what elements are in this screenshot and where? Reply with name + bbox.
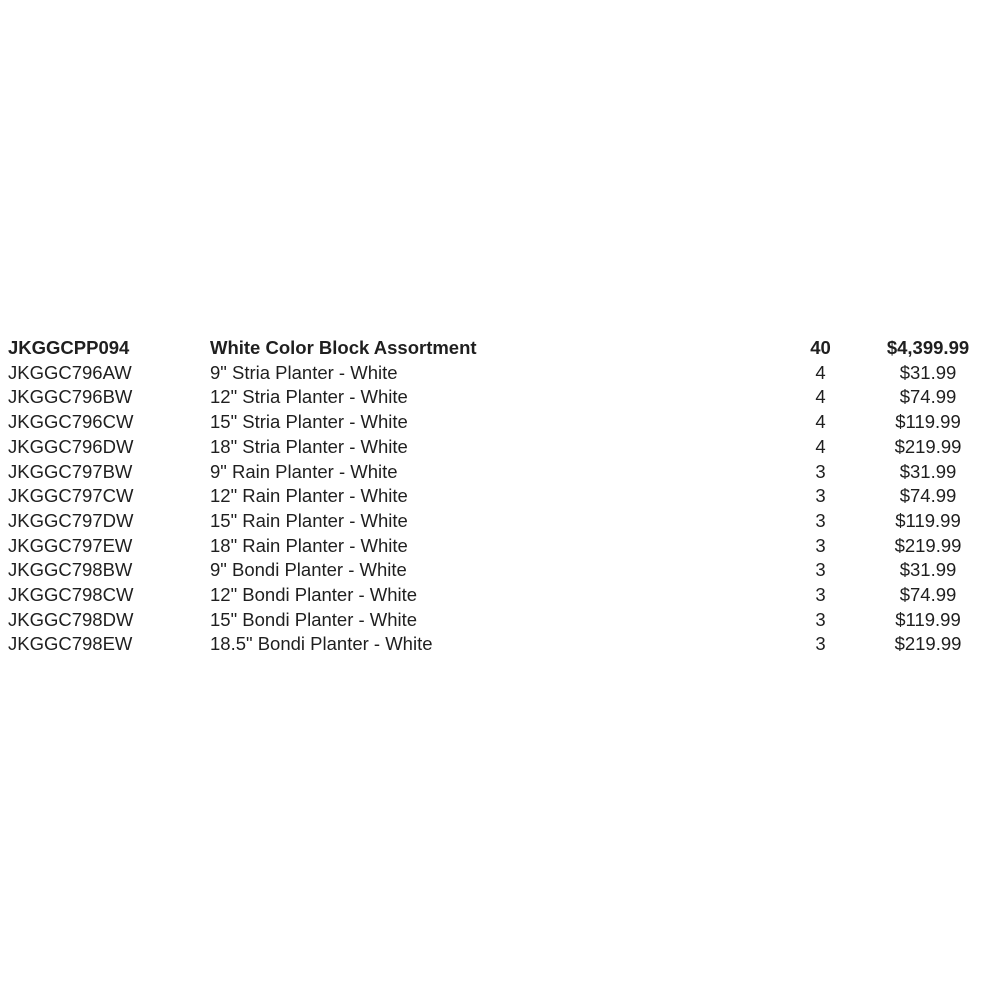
item-number-cell: JKGGC797BW: [8, 460, 133, 482]
price-cell: $74.99: [899, 584, 957, 606]
table-row: [8, 410, 985, 435]
description-cell: 18" Rain Planter - White: [210, 534, 408, 556]
table-row: [8, 608, 985, 633]
price-cell: $119.99: [895, 509, 961, 531]
assortment-header-row: [8, 336, 985, 361]
quantity-cell: 3: [815, 534, 826, 556]
table-row: [8, 632, 985, 657]
price-cell: $4,399.99: [886, 337, 970, 358]
price-cell: $74.99: [899, 386, 957, 408]
item-number-cell: JKGGC798BW: [8, 559, 133, 581]
item-number-cell: JKGGC797EW: [8, 534, 133, 556]
quantity-cell: 3: [815, 608, 826, 630]
quantity-cell: 4: [815, 361, 826, 383]
table-row: [8, 558, 985, 583]
table-row: [8, 361, 985, 386]
table-row: [8, 435, 985, 460]
description-cell: White Color Block Assortment: [210, 337, 477, 358]
price-cell: $219.99: [894, 534, 962, 556]
item-number-cell: JKGGC798DW: [8, 608, 134, 630]
table-row: [8, 460, 985, 485]
description-cell: 12" Stria Planter - White: [210, 386, 408, 408]
item-number-cell: JKGGC797CW: [8, 485, 134, 507]
description-cell: 9" Stria Planter - White: [210, 361, 398, 383]
description-cell: 12" Bondi Planter - White: [210, 584, 418, 606]
item-number-cell: JKGGC796CW: [8, 411, 134, 433]
quantity-cell: 3: [815, 633, 826, 655]
price-cell: $219.99: [894, 633, 962, 655]
description-cell: 9" Bondi Planter - White: [210, 559, 407, 581]
item-number-cell: JKGGC797DW: [8, 509, 134, 531]
quantity-cell: 3: [815, 584, 826, 606]
quantity-cell: 3: [815, 559, 826, 581]
price-list: [8, 336, 985, 657]
item-number-cell: JKGGC796DW: [8, 435, 134, 457]
quantity-cell: 40: [810, 337, 831, 358]
description-cell: 18" Stria Planter - White: [210, 435, 408, 457]
price-cell: $31.99: [899, 559, 957, 581]
price-cell: $74.99: [899, 485, 957, 507]
quantity-cell: 4: [815, 435, 826, 457]
item-number-cell: JKGGC796AW: [8, 361, 132, 383]
quantity-cell: 3: [815, 460, 826, 482]
description-cell: 15" Bondi Planter - White: [210, 608, 418, 630]
item-number-cell: JKGGC796BW: [8, 386, 133, 408]
quantity-cell: 4: [815, 411, 826, 433]
quantity-cell: 3: [815, 485, 826, 507]
description-cell: 18.5" Bondi Planter - White: [210, 633, 433, 655]
table-row: [8, 534, 985, 559]
description-cell: 15" Stria Planter - White: [210, 411, 408, 433]
item-number-cell: JKGGC798EW: [8, 633, 133, 655]
table-row: [8, 385, 985, 410]
description-cell: 15" Rain Planter - White: [210, 509, 408, 531]
price-cell: $219.99: [894, 435, 962, 457]
price-cell: $31.99: [899, 361, 957, 383]
price-cell: $119.99: [895, 608, 961, 630]
table-row: [8, 583, 985, 608]
price-table: [8, 336, 985, 657]
table-row: [8, 509, 985, 534]
quantity-cell: 4: [815, 386, 826, 408]
description-cell: 12" Rain Planter - White: [210, 485, 408, 507]
item-number-cell: JKGGC798CW: [8, 584, 134, 606]
quantity-cell: 3: [815, 509, 826, 531]
price-cell: $119.99: [895, 411, 961, 433]
item-number-cell: JKGGCPP094: [8, 337, 130, 358]
description-cell: 9" Rain Planter - White: [210, 460, 398, 482]
table-row: [8, 484, 985, 509]
price-cell: $31.99: [899, 460, 957, 482]
